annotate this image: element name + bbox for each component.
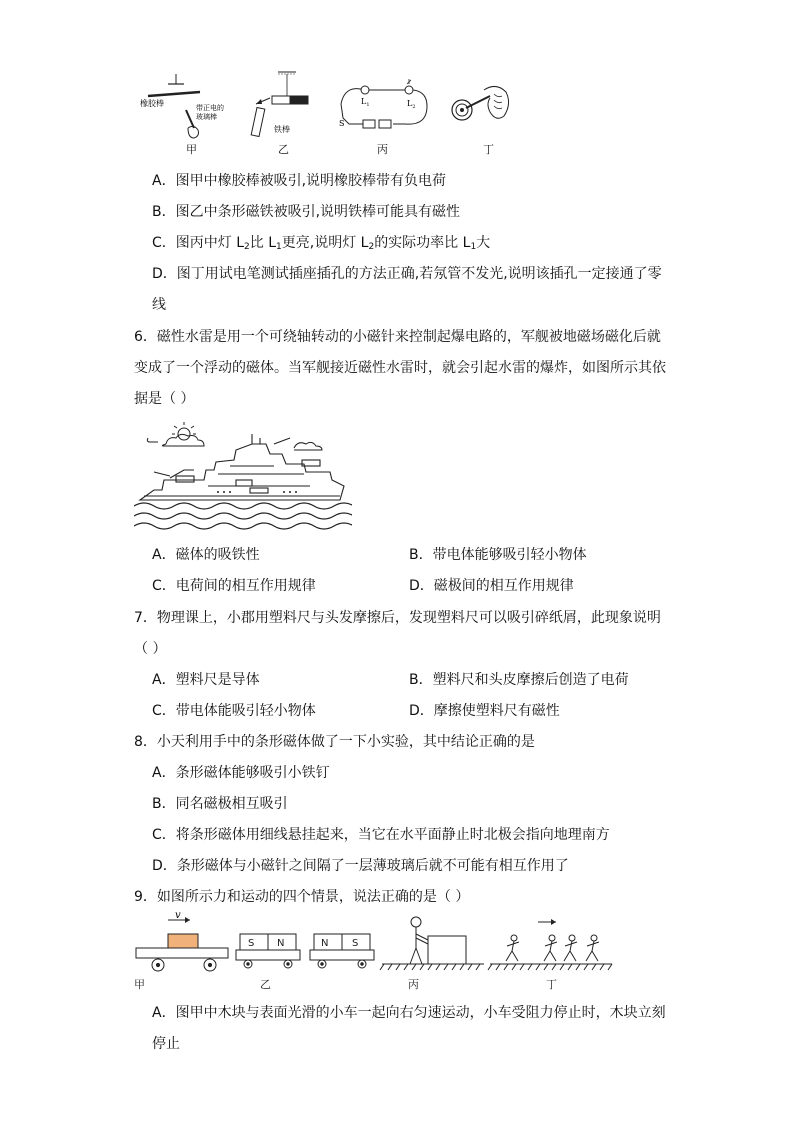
q6-option-d: D．磁极间的相互作用规律 <box>409 578 574 594</box>
q7-stem-line1: 7．物理课上，小郡用塑料尺与头发摩擦后，发现塑料尺可以吸引碎纸屑，此现象说明 <box>134 610 661 626</box>
q6-stem-line2: 变成了一个浮动的磁体。当军舰接近磁性水雷时，就会引起水雷的爆炸，如图所示其依 <box>134 360 666 376</box>
q8-option-d: D．条形磁体与小磁针之间隔了一层薄玻璃后就不可能有相互作用了 <box>152 858 569 874</box>
q6-stem-line3: 据是（ ） <box>134 391 195 407</box>
ding-runners <box>488 919 612 970</box>
fig5-label-jia: 甲 <box>186 143 197 156</box>
fig5-label-ding: 丁 <box>483 143 494 156</box>
q6-stem-line1: 6．磁性水雷是用一个可绕轴转动的小磁针来控制起爆电路的，军舰被地磁场磁化后就 <box>134 329 661 345</box>
q9-option-a-line1: A．图甲中木块与表面光滑的小车一起向右匀速运动，小车受阻力停止时，木块立刻 <box>152 1005 666 1021</box>
q8-stem: 8．小天利用手中的条形磁体做了一下小实验，其中结论正确的是 <box>134 734 535 750</box>
q6-option-c: C．电荷间的相互作用规律 <box>152 578 316 594</box>
q5-option-d-line2: 线 <box>152 297 166 313</box>
q7-stem-line2: （ ） <box>134 641 167 657</box>
jia-cart <box>136 917 228 971</box>
q6-option-b: B．带电体能够吸引轻小物体 <box>409 547 587 563</box>
bing-pushing-box <box>380 917 484 970</box>
q8-option-c: C．将条形磁体用细线悬挂起来，当它在水平面静止时北极会指向地理南方 <box>152 827 610 843</box>
magnet2-s: S <box>352 938 359 949</box>
yi-iron-label: 铁棒 <box>274 125 290 134</box>
q9-label-yi: 乙 <box>260 978 271 991</box>
q5-option-d-line1: D．图丁用试电笔测试插座插孔的方法正确,若氖管不发光,说明该插孔一定接通了零 <box>152 266 662 282</box>
q7-option-c: C．带电体能吸引轻小物体 <box>152 703 316 719</box>
q9-label-jia: 甲 <box>134 978 145 991</box>
q5-figure-yi <box>250 68 320 140</box>
bing-l1-label: $L_1$ <box>361 97 370 108</box>
q9-option-a-line2: 停止 <box>152 1036 180 1052</box>
q5-option-a: A．图甲中橡胶棒被吸引,说明橡胶棒带有负电荷 <box>152 173 447 189</box>
q9-stem: 9．如图所示力和运动的四个情景，说法正确的是（ ） <box>134 889 470 905</box>
q5-figure-ding <box>450 82 520 132</box>
q6-option-a: A．磁体的吸铁性 <box>152 547 260 563</box>
q9-figure <box>132 912 622 994</box>
jia-rod-label: 橡胶棒 <box>140 99 164 108</box>
magnet1-n: N <box>277 938 285 949</box>
magnet1-s: S <box>248 938 255 949</box>
sun-cloud-icon <box>147 422 322 450</box>
fig5-label-bing: 丙 <box>377 143 388 156</box>
fig5-label-yi: 乙 <box>278 143 289 156</box>
q5-option-c: C．图丙中灯 $L_2$比 $L_1$更亮,说明灯 $L_2$的实际功率比 $L_1$大 <box>152 235 491 252</box>
q5-figure-bing <box>335 78 435 138</box>
q8-option-a: A．条形磁体能够吸引小铁钉 <box>152 765 330 781</box>
jia-glass-label-1: 带正电的 <box>196 104 224 112</box>
q9-label-ding: 丁 <box>546 978 557 991</box>
q5-figure-jia <box>140 70 230 142</box>
q7-option-b: B．塑料尺和头皮摩擦后创造了电荷 <box>409 672 629 688</box>
velocity-label: v <box>175 912 181 921</box>
q7-option-a: A．塑料尺是导体 <box>152 672 260 688</box>
bing-switch-label: S <box>339 119 345 128</box>
magnet2-n: N <box>321 938 329 949</box>
bing-l2-label: $L_2$ <box>407 99 416 110</box>
q5-option-b: B．图乙中条形磁铁被吸引,说明铁棒可能具有磁性 <box>152 204 461 220</box>
jia-glass-label-2: 玻璃棒 <box>196 113 217 121</box>
q8-option-b: B．同名磁极相互吸引 <box>152 796 288 812</box>
q9-label-bing: 丙 <box>408 978 419 991</box>
q7-option-d: D．摩擦使塑料尺有磁性 <box>409 703 560 719</box>
warship-illustration <box>134 420 352 532</box>
